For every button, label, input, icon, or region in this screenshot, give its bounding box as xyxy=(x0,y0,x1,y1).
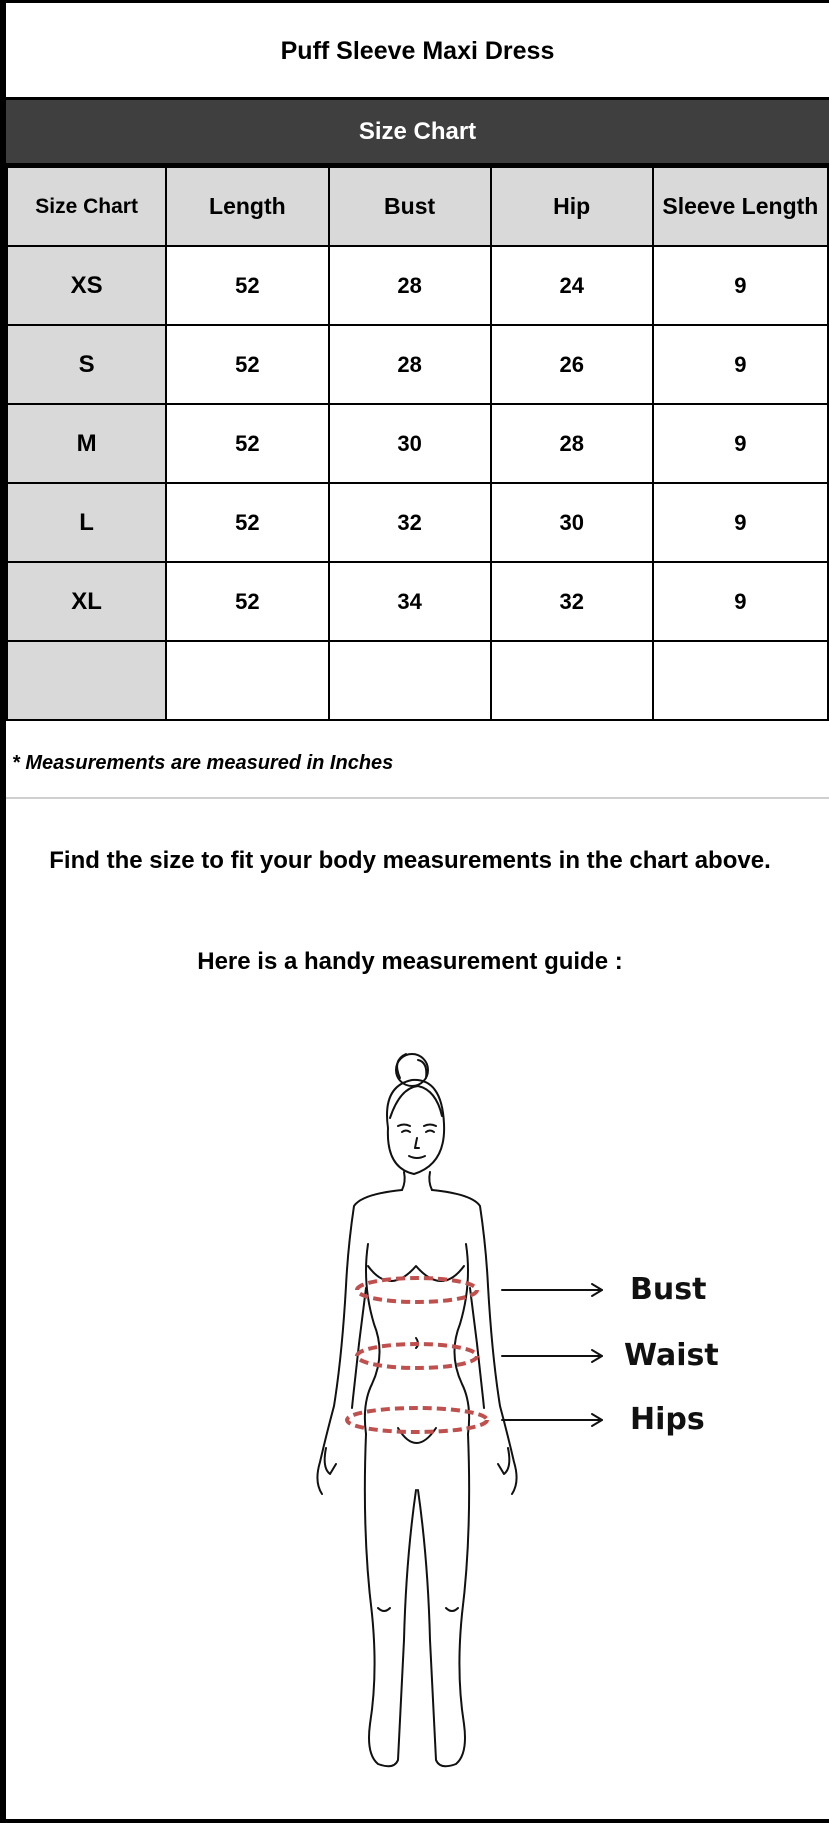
bust-cell: 34 xyxy=(329,562,491,641)
sleeve-cell: 9 xyxy=(653,246,828,325)
header-length: Length xyxy=(166,167,328,246)
bust-cell: 28 xyxy=(329,246,491,325)
bust-cell: 28 xyxy=(329,325,491,404)
table-row xyxy=(7,483,828,562)
sleeve-cell: 9 xyxy=(653,325,828,404)
frame-bottom-border xyxy=(0,1819,829,1823)
measurement-unit-note: * Measurements are measured in Inches xyxy=(12,752,394,774)
table-row xyxy=(7,562,828,641)
bust-cell: 30 xyxy=(329,404,491,483)
size-cell: S xyxy=(7,325,166,404)
bust-band xyxy=(357,1278,477,1302)
measurement-figure xyxy=(290,1048,760,1788)
length-cell: 52 xyxy=(166,483,328,562)
header-size: Size Chart xyxy=(7,167,166,246)
bust-cell xyxy=(329,641,491,720)
length-cell: 52 xyxy=(166,404,328,483)
hip-cell: 24 xyxy=(491,246,653,325)
table-row-empty xyxy=(7,641,828,720)
table-row xyxy=(7,404,828,483)
size-table xyxy=(6,166,829,721)
length-cell: 52 xyxy=(166,325,328,404)
table-header-row xyxy=(7,167,828,246)
size-cell: XS xyxy=(7,246,166,325)
header-sleeve-length: Sleeve Length xyxy=(653,167,828,246)
waist-label: Waist xyxy=(624,1338,719,1373)
table-row xyxy=(7,325,828,404)
sleeve-cell xyxy=(653,641,828,720)
size-cell: L xyxy=(7,483,166,562)
guide-instruction: Find the size to fit your body measurements in the chart above. xyxy=(49,847,771,874)
guide-subheading: Here is a handy measurement guide : xyxy=(197,948,623,975)
length-cell: 52 xyxy=(166,246,328,325)
size-cell xyxy=(7,641,166,720)
header-hip: Hip xyxy=(491,167,653,246)
size-cell: XL xyxy=(7,562,166,641)
size-chart-heading: Size Chart xyxy=(6,100,829,164)
header-bust: Bust xyxy=(329,167,491,246)
bust-label: Bust xyxy=(630,1272,707,1307)
hip-cell: 32 xyxy=(491,562,653,641)
length-cell xyxy=(166,641,328,720)
sleeve-cell: 9 xyxy=(653,404,828,483)
length-cell: 52 xyxy=(166,562,328,641)
sleeve-cell: 9 xyxy=(653,562,828,641)
bust-cell: 32 xyxy=(329,483,491,562)
table-row xyxy=(7,246,828,325)
product-title: Puff Sleeve Maxi Dress xyxy=(280,36,555,65)
hip-cell: 30 xyxy=(491,483,653,562)
hips-label: Hips xyxy=(630,1402,705,1437)
sleeve-cell: 9 xyxy=(653,483,828,562)
hip-cell xyxy=(491,641,653,720)
hips-band xyxy=(347,1408,487,1432)
hip-cell: 26 xyxy=(491,325,653,404)
hip-cell: 28 xyxy=(491,404,653,483)
note-divider xyxy=(6,797,829,799)
size-cell: M xyxy=(7,404,166,483)
